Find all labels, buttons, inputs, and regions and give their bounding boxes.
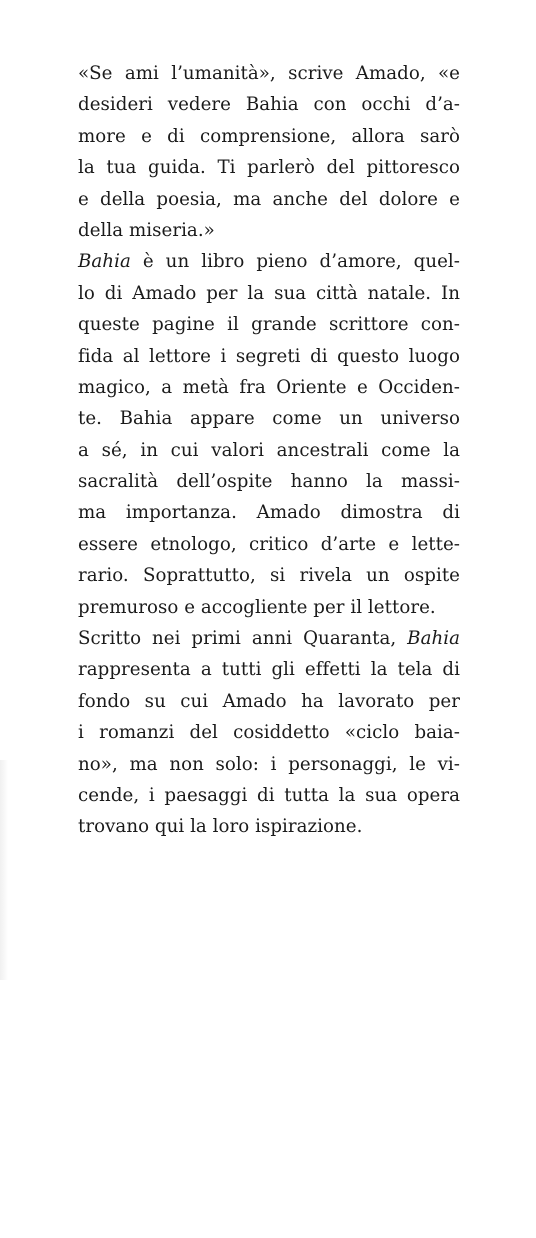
text-line [78,811,460,842]
text-line [78,560,460,591]
italic-title: Bahia [78,251,131,273]
text-line [78,372,460,403]
text-line [78,466,460,497]
text-segment: rario. Soprattutto, si rivela un ospite [78,565,460,587]
text-line [78,184,460,215]
text-segment: desideri vedere Bahia con occhi d’a- [78,94,460,116]
text-segment: della miseria.» [78,219,215,241]
text-segment: rappresenta a tutti gli effetti la tela di [78,659,460,681]
text-line [78,89,460,120]
text-segment: «Se ami l’umanità», scrive Amado, «e [78,63,460,84]
text-line [78,717,460,748]
text-segment: la tua guida. Ti parlerò del pittoresco [78,157,460,179]
text-segment: magico, a metà fra Oriente e Occiden- [78,376,460,398]
text-line [78,121,460,152]
text-line [78,623,460,654]
text-segment: essere etnologo, critico d’arte e lette- [78,533,460,555]
text-segment: no», ma non solo: i personaggi, le vi- [78,753,460,775]
text-line [78,435,460,466]
text-line [78,497,460,528]
text-line [78,780,460,811]
text-line [78,152,460,183]
text-segment: e della poesia, ma anche del dolore e [78,188,460,210]
text-segment: fondo su cui Amado ha lavorato per [78,690,460,712]
text-line [78,215,460,246]
text-line [78,309,460,340]
text-segment: i romanzi del cosiddetto «ciclo baia- [78,722,460,744]
text-line [78,654,460,685]
text-segment: more e di comprensione, allora sarò [78,125,460,147]
text-segment: a sé, in cui valori ancestrali come la [78,439,460,461]
italic-title: Bahia [407,628,460,650]
text-line [78,341,460,372]
text-line [78,278,460,309]
text-segment: trovano qui la loro ispirazione. [78,816,363,838]
text-segment: cende, i paesaggi di tutta la sua opera [78,784,460,806]
text-line [78,686,460,717]
text-segment: sacralità dell’ospite hanno la massi- [78,471,460,493]
text-line [78,403,460,434]
text-segment: te. Bahia appare come un universo [78,408,460,430]
text-line [78,592,460,623]
text-segment: fida al lettore i segreti di questo luogo [78,345,460,367]
text-line [78,749,460,780]
text-segment: premuroso e accogliente per il lettore. [78,596,436,618]
text-line [78,246,460,277]
text-segment: lo di Amado per la sua città natale. In [78,282,460,304]
text-segment: Scritto nei primi anni Quaranta, [78,628,408,650]
text-segment: è un libro pieno d’amore, quel- [130,251,460,273]
text-line [78,58,460,89]
text-segment: queste pagine il grande scrittore con- [78,314,460,336]
blurb-text [78,58,460,843]
page-edge-shadow [0,760,8,980]
text-segment: ma importanza. Amado dimostra di [78,502,460,524]
text-line [78,529,460,560]
